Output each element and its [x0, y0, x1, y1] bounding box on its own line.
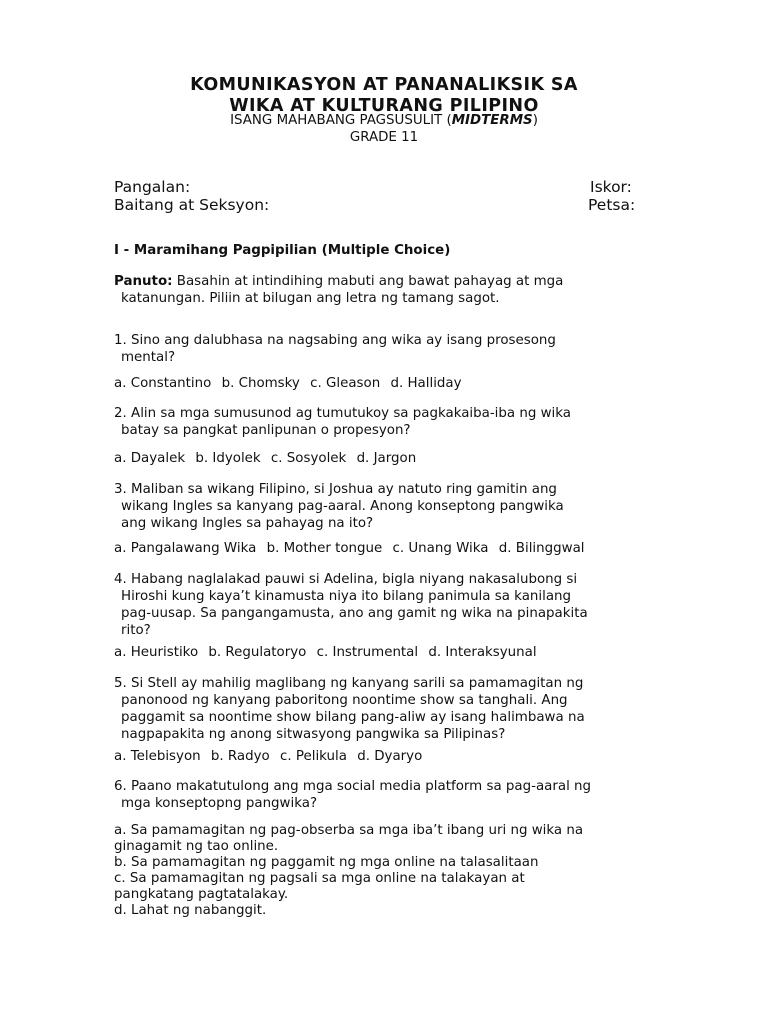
question-3-line3: ang wikang Ingles sa pahayag na ito? [121, 516, 374, 531]
subtitle-prefix: ISANG MAHABANG PAGSUSULIT ( [230, 113, 452, 128]
question-2-choices [114, 450, 655, 468]
choice-c[interactable]: c. Instrumental [316, 645, 419, 660]
question-6-line1: 6. Paano makatutulong ang mga social media platform sa pag-aaral ng [114, 779, 592, 794]
instructions-text: Basahin at intindihing mabuti ang bawat pahayag at mga [172, 274, 564, 289]
choice-a[interactable]: a. Dayalek [114, 451, 186, 466]
instructions-line1 [114, 273, 655, 291]
choice-c[interactable]: c. Gleason [310, 376, 381, 391]
question-1-line2: mental? [121, 350, 176, 365]
question-4-line1: 4. Habang naglalakad pauwi si Adelina, bigla niyang nakasalubong si [114, 572, 578, 587]
question-1-line1: 1. Sino ang dalubhasa na nagsabing ang wika ay isang prosesong [114, 333, 556, 348]
grade-section-field-label: Baitang at Seksyon: [114, 196, 270, 214]
instructions-label: Panuto: [114, 274, 173, 289]
choice-a-line1[interactable]: a. Sa pamamagitan ng pag-obserba sa mga iba’t ibang uri ng wika na [114, 823, 584, 838]
question-1-choices [114, 375, 655, 393]
choice-d[interactable]: d. Lahat ng nabanggit. [114, 903, 267, 918]
choice-d[interactable]: d. Bilinggwal [498, 541, 585, 556]
name-field-label: Pangalan: [114, 178, 191, 196]
choice-a-line2[interactable]: ginagamit ng tao online. [114, 839, 279, 854]
exam-title-line1: KOMUNIKASYON AT PANANALIKSIK SA [190, 75, 578, 95]
choice-b[interactable]: b. Mother tongue [266, 541, 383, 556]
question-6-line2: mga konseptopng pangwika? [121, 796, 318, 811]
choice-c[interactable]: c. Pelikula [280, 749, 347, 764]
choice-a[interactable]: a. Heuristiko [114, 645, 199, 660]
section-heading: I - Maramihang Pagpipilian (Multiple Choice) [114, 243, 451, 258]
question-5-choices [114, 748, 655, 766]
question-4-line2: Hiroshi kung kaya’t kinamusta niya ito bilang panimula sa kanilang [121, 589, 572, 604]
choice-c-line2[interactable]: pangkatang pagtatalakay. [114, 887, 289, 902]
choice-c[interactable]: c. Unang Wika [392, 541, 489, 556]
question-3-choices [114, 540, 655, 558]
choice-d[interactable]: d. Dyaryo [357, 749, 423, 764]
grade-level: GRADE 11 [349, 130, 419, 145]
question-4-line4: rito? [121, 623, 151, 638]
choice-b[interactable]: b. Chomsky [221, 376, 300, 391]
question-5-line3: paggamit sa noontime show bilang pang-aliw ay isang halimbawa na [121, 710, 585, 725]
choice-b[interactable]: b. Regulatoryo [208, 645, 307, 660]
choice-d[interactable]: d. Interaksyunal [428, 645, 537, 660]
choice-b[interactable]: b. Radyo [210, 749, 270, 764]
question-4-choices [114, 644, 655, 662]
question-5-line2: panonood ng kanyang paboritong noontime show sa tanghali. Ang [121, 693, 568, 708]
choice-c[interactable]: c. Sosyolek [270, 451, 347, 466]
date-field-label: Petsa: [588, 196, 636, 214]
choice-c-line1[interactable]: c. Sa pamamagitan ng pagsali sa mga online na talakayan at [114, 871, 525, 886]
choice-a[interactable]: a. Constantino [114, 376, 212, 391]
score-field-label: Iskor: [590, 178, 632, 196]
choice-a[interactable]: a. Pangalawang Wika [114, 541, 257, 556]
question-2-line2: batay sa pangkat panlipunan o propesyon? [121, 423, 411, 438]
question-5-line1: 5. Si Stell ay mahilig maglibang ng kanyang sarili sa pamamagitan ng [114, 676, 584, 691]
choice-b[interactable]: b. Idyolek [195, 451, 261, 466]
question-3-line1: 3. Maliban sa wikang Filipino, si Joshua ay natuto ring gamitin ang [114, 482, 557, 497]
question-2-line1: 2. Alin sa mga sumusunod ag tumutukoy sa pagkakaiba-iba ng wika [114, 406, 572, 421]
exam-title-line2: WIKA AT KULTURANG PILIPINO [229, 96, 539, 116]
subtitle-suffix: ) [532, 113, 538, 128]
instructions-line2: katanungan. Piliin at bilugan ang letra ng tamang sagot. [121, 291, 500, 306]
exam-subtitle [0, 112, 768, 130]
question-3-line2: wikang Ingles sa kanyang pag-aaral. Anong konseptong pangwika [121, 499, 564, 514]
subtitle-midterms: MIDTERMS [451, 113, 533, 128]
choice-a[interactable]: a. Telebisyon [114, 749, 201, 764]
choice-b[interactable]: b. Sa pamamagitan ng paggamit ng mga online na talasalitaan [114, 855, 539, 870]
choice-d[interactable]: d. Halliday [390, 376, 462, 391]
choice-d[interactable]: d. Jargon [356, 451, 417, 466]
question-5-line4: nagpapakita ng anong sitwasyong pangwika sa Pilipinas? [121, 727, 506, 742]
question-4-line3: pag-uusap. Sa pangangamusta, ano ang gamit ng wika na pinapakita [121, 606, 588, 621]
